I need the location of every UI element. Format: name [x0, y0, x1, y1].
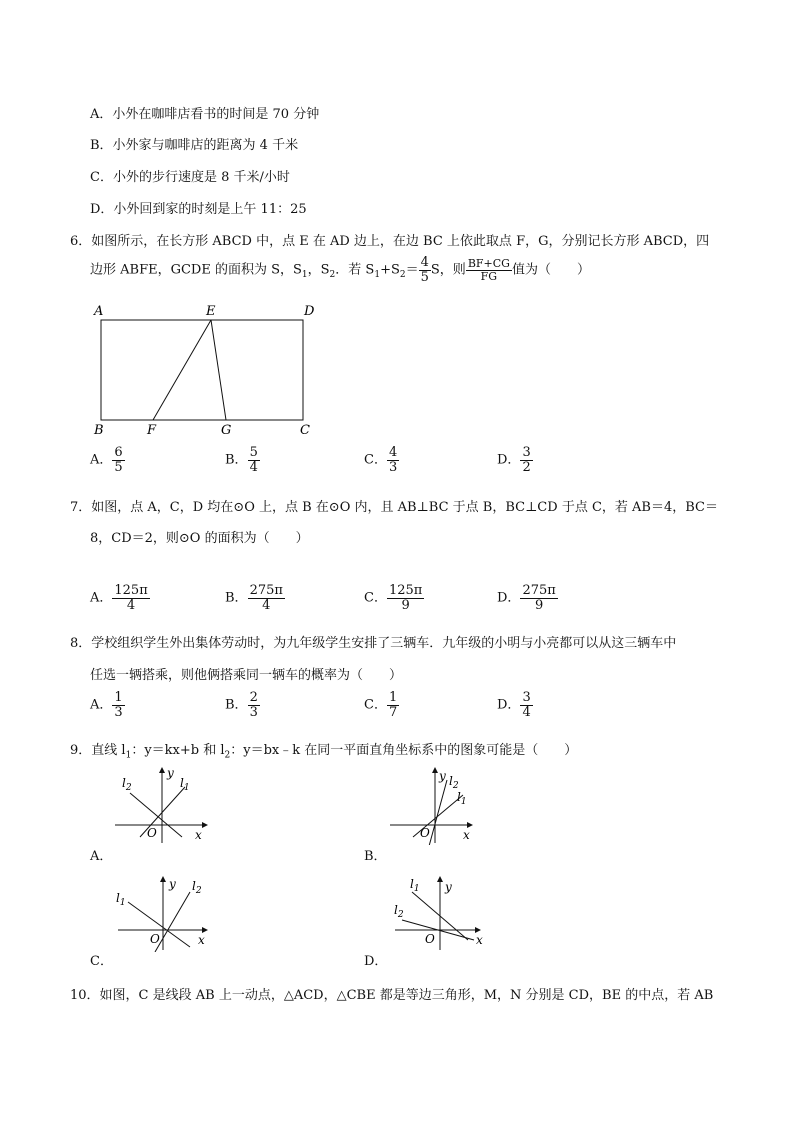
label-y: y — [169, 877, 176, 891]
q9-graph-b — [385, 765, 485, 845]
label-l1-sub: 1 — [183, 783, 190, 793]
label-x: x — [198, 933, 205, 947]
q6-option-a — [90, 446, 125, 474]
q8-option-d-den: 4 — [522, 704, 531, 720]
q8-number: 8． — [70, 636, 92, 651]
q6-text-1: 如图所示，在长方形 ABCD 中，点 E 在 AD 边上，在边 BC 上依此取点 F，G，分别记长方形 ABCD，四 — [91, 234, 710, 249]
label-b: B — [94, 423, 104, 438]
q7-option-a-frac — [112, 584, 149, 612]
q6-number: 6． — [70, 234, 92, 249]
q7-option-d-frac — [520, 584, 557, 612]
q8-option-c-frac — [387, 691, 399, 719]
q6-frac-ratio — [466, 258, 512, 282]
label-o: O — [420, 826, 430, 840]
q6-option-b-num: 5 — [249, 445, 258, 460]
q6-line2 — [90, 256, 590, 284]
q6-option-b-den: 4 — [249, 459, 258, 475]
label-l1-l: l — [180, 776, 184, 790]
q7-option-c-frac — [387, 584, 424, 612]
q7-option-b — [225, 584, 285, 612]
q7-option-a-num: 125π — [114, 583, 148, 598]
q10-number: 10． — [70, 988, 100, 1003]
y-axis-arrow — [437, 876, 443, 882]
q6-option-a-den: 5 — [114, 459, 123, 475]
label-l2 — [449, 774, 459, 791]
q6-line1 — [70, 230, 709, 249]
q6-text-2g: 值为（ ） — [511, 262, 590, 278]
q8-option-b — [225, 691, 260, 719]
label-x: x — [463, 828, 470, 842]
q6-option-c-frac — [387, 446, 399, 474]
label-l2-sub: 2 — [397, 910, 404, 920]
label-o: O — [425, 932, 435, 946]
q7-number: 7． — [70, 500, 92, 515]
label-l2-sub: 2 — [195, 886, 202, 896]
q7-line1 — [70, 496, 718, 515]
q7-option-c — [364, 584, 424, 612]
q10-line1 — [70, 984, 713, 1003]
q6-option-b — [225, 446, 260, 474]
q9-option-c-letter: C． — [90, 954, 113, 969]
q8-option-c-den: 7 — [388, 704, 398, 720]
q7-option-b-den: 4 — [262, 597, 271, 613]
label-l1 — [457, 790, 467, 807]
q8-option-a — [90, 691, 125, 719]
q7-option-a-letter: A． — [90, 590, 113, 606]
q9-sub1: 1 — [125, 750, 132, 761]
y-axis-arrow — [160, 876, 166, 882]
label-l1 — [410, 877, 420, 894]
q6-option-d-den: 2 — [522, 459, 531, 475]
q8-option-b-frac — [248, 691, 260, 719]
q8-option-b-den: 3 — [249, 704, 258, 720]
q6-option-b-frac — [248, 446, 260, 474]
q6-frac-ratio-den: FG — [480, 269, 498, 283]
y-axis-arrow — [159, 767, 165, 773]
label-l2-l: l — [449, 774, 453, 788]
label-l2-sub: 2 — [452, 781, 459, 791]
q8-option-a-num: 1 — [114, 690, 123, 705]
q6-option-c-letter: C． — [364, 452, 387, 468]
q6-option-c — [364, 446, 399, 474]
q6-text-2b: ，S — [307, 262, 330, 278]
q6-option-c-num: 4 — [388, 445, 398, 460]
q6-frac-s-den: 5 — [420, 269, 429, 285]
q8-option-c — [364, 691, 399, 719]
label-l2 — [192, 879, 202, 896]
q5-option-a: A．小外在咖啡店看书的时间是 70 分钟 — [90, 107, 320, 122]
q9-line1 — [70, 739, 577, 761]
label-l1-sub: 1 — [460, 797, 467, 807]
q6-option-b-letter: B． — [225, 452, 248, 468]
q8-option-c-letter: C． — [364, 697, 387, 713]
q6-sub1: 1 — [301, 270, 308, 281]
q6-option-a-frac — [112, 446, 124, 474]
label-x: x — [195, 828, 202, 842]
q7-option-d-den: 9 — [534, 597, 544, 613]
q7-option-d-num: 275π — [522, 583, 556, 598]
label-l1-sub: 1 — [413, 884, 420, 894]
q8-option-b-num: 2 — [249, 690, 258, 705]
y-axis-arrow — [432, 767, 438, 773]
label-y: y — [439, 769, 446, 783]
q6-option-c-den: 3 — [388, 459, 398, 475]
label-e: E — [206, 304, 216, 319]
q8-option-c-num: 1 — [388, 690, 398, 705]
q6-text-2f: S，则 — [430, 262, 466, 278]
q9-option-b-letter: B． — [364, 849, 387, 864]
q10-text-1: 如图，C 是线段 AB 上一动点，△ACD，△CBE 都是等边三角形，M，N 分别是 CD，BE 的中点，若 AB — [99, 988, 714, 1003]
q6-frac-s — [419, 256, 431, 284]
q6-option-d-num: 3 — [522, 445, 531, 460]
q9-graph-c — [110, 872, 215, 952]
q9-number: 9． — [70, 743, 92, 758]
q6-option-a-num: 6 — [114, 445, 123, 460]
q6-option-d — [497, 446, 533, 474]
q8-text-1: 学校组织学生外出集体劳动时，为九年级学生安排了三辆车．九年级的小明与小亮都可以从这三辆车中 — [91, 636, 677, 651]
label-l2-l: l — [394, 903, 398, 917]
label-c: C — [300, 423, 310, 438]
q6-text-2a: 边形 ABFE，GCDE 的面积为 S，S — [90, 262, 302, 278]
label-y: y — [167, 766, 174, 780]
q5-option-b: B．小外家与咖啡店的距离为 4 千米 — [90, 138, 299, 153]
q6-text-2e: ＝ — [405, 262, 419, 278]
q6-sub1b: 1 — [374, 270, 381, 281]
q9-text-c: ：y＝bx﹣k 在同一平面直角坐标系中的图象可能是（ ） — [230, 743, 578, 758]
label-o: O — [150, 932, 160, 946]
q8-option-d-frac — [520, 691, 532, 719]
q6-frac-s-num: 4 — [420, 255, 429, 270]
label-l2-l: l — [122, 776, 126, 790]
q9-text-a: 直线 l — [91, 743, 126, 758]
segment-ef — [153, 320, 211, 420]
label-l2-sub: 2 — [125, 783, 132, 793]
q7-text-1: 如图，点 A，C，D 均在⊙O 上，点 B 在⊙O 内，且 AB⊥BC 于点 B，BC⊥CD 于点 C，若 AB＝4，BC＝ — [91, 500, 718, 515]
q7-option-b-frac — [248, 584, 285, 612]
q8-option-d-letter: D． — [497, 697, 521, 713]
label-f: F — [147, 423, 157, 438]
q6-option-d-letter: D． — [497, 452, 521, 468]
q7-option-d — [497, 584, 558, 612]
q9-graph-d — [390, 872, 490, 952]
q7-option-a-den: 4 — [126, 597, 136, 613]
label-d: D — [304, 304, 315, 319]
q6-sub2: 2 — [329, 270, 336, 281]
label-a: A — [94, 304, 104, 319]
q5-option-c: C．小外的步行速度是 8 千米/小时 — [90, 170, 290, 185]
q7-option-c-num: 125π — [388, 583, 423, 598]
label-l2 — [122, 776, 132, 793]
q7-option-c-den: 9 — [401, 597, 410, 613]
label-l2 — [394, 903, 404, 920]
label-l1-l: l — [410, 877, 414, 891]
q9-option-a-letter: A． — [90, 849, 113, 864]
q8-option-d — [497, 691, 533, 719]
q7-line2: 8，CD＝2，则⊙O 的面积为（ ） — [90, 531, 309, 546]
q8-option-b-letter: B． — [225, 697, 248, 713]
label-y: y — [445, 880, 452, 894]
q6-option-d-frac — [520, 446, 532, 474]
q9-text-b: ：y＝kx+b 和 l — [131, 743, 225, 758]
segment-eg — [211, 320, 226, 420]
label-o: O — [147, 826, 157, 840]
q6-rectangle-figure — [88, 300, 328, 440]
q6-frac-ratio-num: BF+CG — [467, 257, 510, 271]
x-axis-arrow — [202, 822, 208, 828]
q8-option-d-num: 3 — [522, 690, 531, 705]
label-l1-l: l — [116, 891, 120, 905]
q6-text-2d: +S — [380, 262, 400, 278]
q8-option-a-den: 3 — [114, 704, 123, 720]
label-l1-l: l — [457, 790, 461, 804]
label-g: G — [221, 423, 232, 438]
q8-option-a-letter: A． — [90, 697, 113, 713]
q8-option-a-frac — [112, 691, 124, 719]
q6-option-a-letter: A． — [90, 452, 113, 468]
label-l1-sub: 1 — [119, 898, 126, 908]
q8-line1 — [70, 632, 676, 651]
q5-option-d: D．小外回到家的时刻是上午 11：25 — [90, 202, 307, 217]
label-l2-l: l — [192, 879, 196, 893]
q6-text-2c: ．若 S — [335, 262, 375, 278]
q8-line2: 任选一辆搭乘，则他俩搭乘同一辆车的概率为（ ） — [90, 668, 403, 683]
q6-sub2b: 2 — [399, 270, 406, 281]
q9-graph-a — [110, 765, 215, 845]
q7-option-d-letter: D． — [497, 590, 521, 606]
q7-option-a — [90, 584, 150, 612]
label-l1 — [116, 891, 126, 908]
q9-option-d-letter: D． — [364, 954, 388, 969]
q7-option-b-num: 275π — [249, 583, 283, 598]
q7-option-c-letter: C． — [364, 590, 387, 606]
label-x: x — [476, 933, 483, 947]
q9-sub2: 2 — [224, 750, 231, 761]
q7-option-b-letter: B． — [225, 590, 248, 606]
